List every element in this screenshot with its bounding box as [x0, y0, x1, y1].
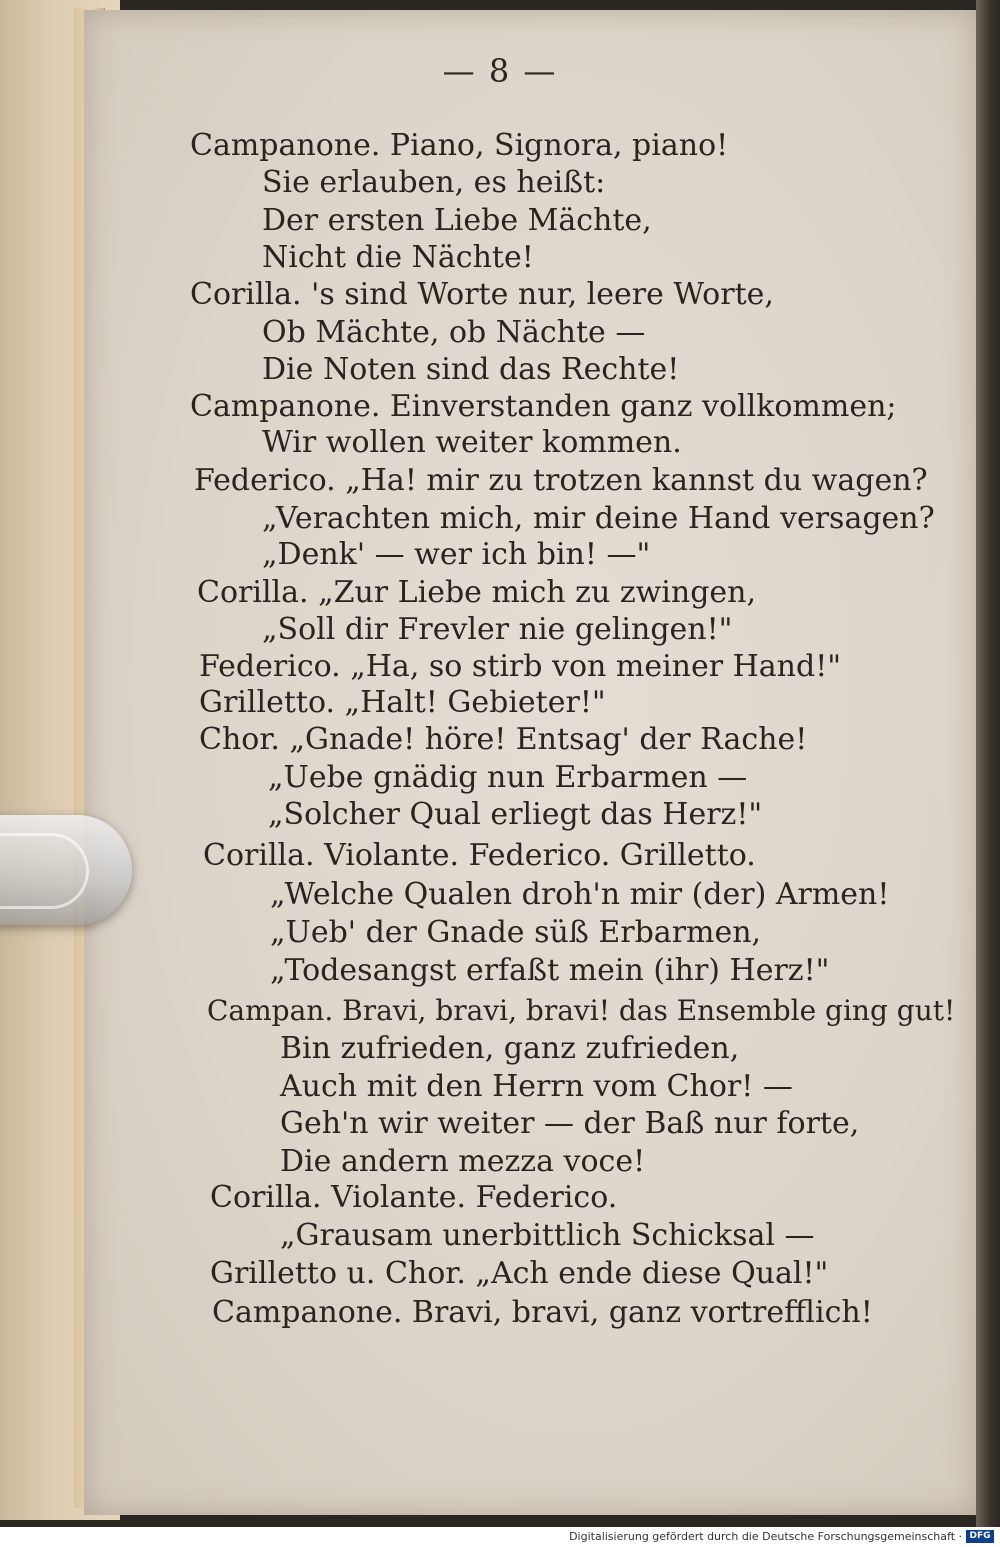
- text-line: „Uebe gnädig nun Erbarmen —: [268, 760, 748, 795]
- plastic-clip-icon: [0, 815, 132, 925]
- text-line: Chor. „Gnade! höre! Entsag' der Rache!: [199, 722, 808, 757]
- text-line: Bin zufrieden, ganz zufrieden,: [280, 1031, 740, 1066]
- text-line: Corilla. „Zur Liebe mich zu zwingen,: [197, 575, 757, 610]
- text-line: „Denk' — wer ich bin! —": [262, 537, 651, 572]
- text-line: „Todesangst erfaßt mein (ihr) Herz!": [270, 953, 830, 988]
- text-line: Die andern mezza voce!: [280, 1144, 646, 1179]
- text-line: Geh'n wir weiter — der Baß nur forte,: [280, 1106, 860, 1141]
- text-line: Grilletto. „Halt! Gebieter!": [199, 685, 606, 720]
- text-line: Nicht die Nächte!: [262, 240, 534, 275]
- text-line: Campanone. Bravi, bravi, ganz vortrefflich!: [212, 1295, 873, 1330]
- text-line: Campan. Bravi, bravi, bravi! das Ensemble ging gut!: [207, 994, 956, 1027]
- text-line: Federico. „Ha, so stirb von meiner Hand!": [199, 649, 842, 684]
- text-line: „Ueb' der Gnade süß Erbarmen,: [270, 915, 762, 950]
- dfg-logo-icon: DFG: [966, 1530, 994, 1543]
- text-line: Corilla. Violante. Federico.: [210, 1180, 618, 1215]
- page-shadow-edge: [976, 0, 1000, 1527]
- text-line: Auch mit den Herrn vom Chor! —: [280, 1069, 793, 1104]
- text-line: Der ersten Liebe Mächte,: [262, 203, 652, 238]
- text-line: „Soll dir Frevler nie gelingen!": [262, 612, 733, 647]
- text-line: Grilletto u. Chor. „Ach ende diese Qual!": [210, 1256, 829, 1291]
- text-line: Campanone. Piano, Signora, piano!: [190, 128, 729, 163]
- footer-bar: [0, 1527, 1000, 1547]
- text-line: „Verachten mich, mir deine Hand versagen?: [262, 501, 935, 536]
- text-line: „Welche Qualen droh'n mir (der) Armen!: [270, 877, 890, 912]
- text-line: „Solcher Qual erliegt das Herz!": [268, 797, 763, 832]
- text-line: Sie erlauben, es heißt:: [262, 165, 606, 200]
- text-line: Corilla. 's sind Worte nur, leere Worte,: [190, 277, 774, 312]
- text-line: Federico. „Ha! mir zu trotzen kannst du wagen?: [194, 463, 928, 498]
- page-number: — 8 —: [442, 52, 558, 90]
- funding-credit: Digitalisierung gefördert durch die Deutsche Forschungsgemeinschaft ·: [569, 1530, 962, 1543]
- text-line: Ob Mächte, ob Nächte —: [262, 315, 646, 350]
- text-line: Corilla. Violante. Federico. Grilletto.: [203, 838, 756, 873]
- text-line: „Grausam unerbittlich Schicksal —: [280, 1218, 815, 1253]
- text-line: Die Noten sind das Rechte!: [262, 352, 680, 387]
- text-line: Campanone. Einverstanden ganz vollkommen;: [190, 389, 897, 424]
- text-line: Wir wollen weiter kommen.: [262, 425, 682, 460]
